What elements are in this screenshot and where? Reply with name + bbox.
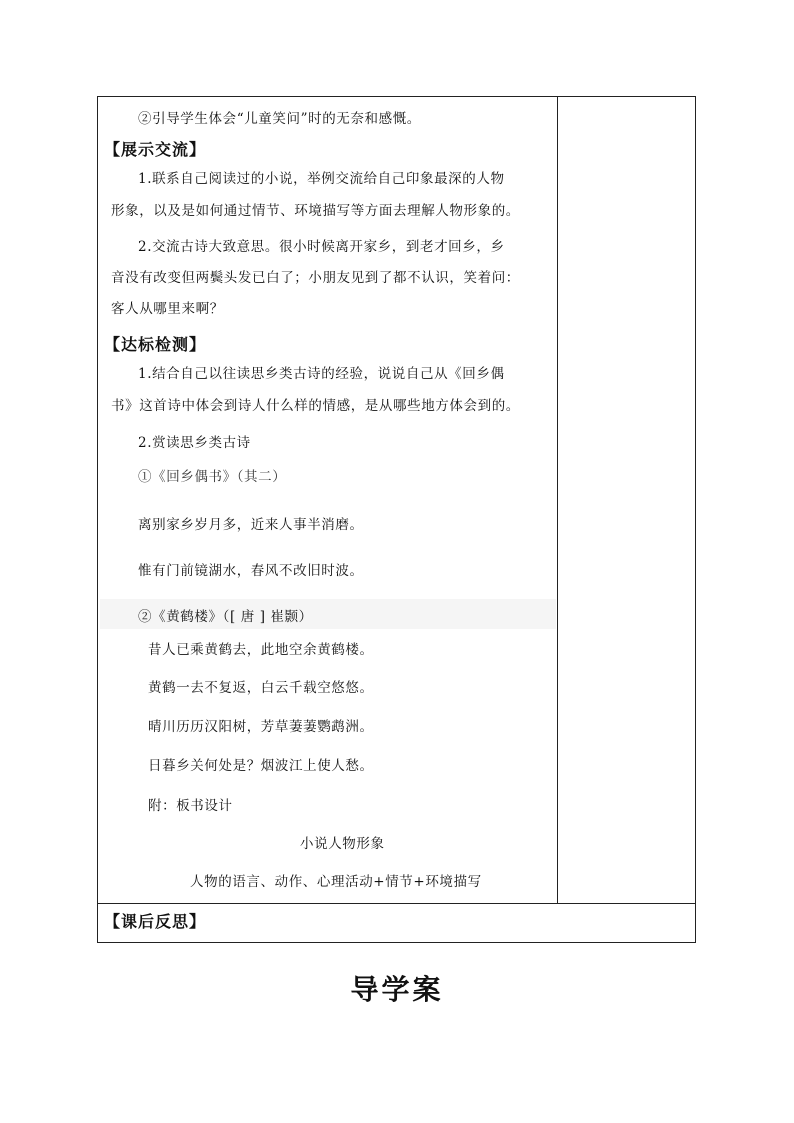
heading-target-test: 【达标检测】	[104, 335, 207, 354]
poem-2-line-3: 晴川历历汉阳树，芳草萋萋鹦鹉洲。	[148, 719, 374, 735]
show-item-1-line-2: 形象，以及是如何通过情节、环境描写等方面去理解人物形象的。	[111, 203, 520, 219]
heading-show-exchange: 【展示交流】	[104, 140, 207, 159]
guide-line: ②引导学生体会“儿童笑问”时的无奈和感慨。	[138, 111, 421, 127]
test-item-2: 2.赏读思乡类古诗	[138, 435, 251, 451]
test-item-1-line-1: 1.结合自己以往读思乡类古诗的经验，说说自己从《回乡偶	[138, 366, 505, 382]
poem-2-title: ②《黄鹤楼》（[ 唐 ] 崔颢）	[138, 609, 313, 625]
row-divider	[98, 903, 695, 904]
poem-2-line-1: 昔人已乘黄鹤去，此地空余黄鹤楼。	[148, 642, 374, 658]
poem-1-title: ①《回乡偶书》（其二）	[138, 469, 287, 485]
column-divider	[557, 97, 558, 904]
show-item-1-line-1: 1.联系自己阅读过的小说，举例交流给自己印象最深的人物	[138, 171, 505, 187]
board-content: 人物的语言、动作、心理活动+情节+环境描写	[190, 874, 482, 890]
page-title: 导学案	[350, 973, 444, 1006]
show-item-2-line-1: 2.交流古诗大致意思。很小时候离开家乡，到老才回乡，乡	[138, 239, 505, 255]
appendix-label: 附：板书设计	[148, 798, 233, 814]
poem-2-line-4: 日暮乡关何处是？烟波江上使人愁。	[148, 758, 374, 774]
test-item-1-line-2: 书》这首诗中体会到诗人什么样的情感，是从哪些地方体会到的。	[111, 398, 520, 414]
poem-1-line-1: 离别家乡岁月多，近来人事半消磨。	[138, 517, 364, 533]
show-item-2-line-3: 客人从哪里来啊？	[111, 301, 224, 317]
board-title: 小说人物形象	[300, 836, 385, 852]
show-item-2-line-2: 音没有改变但两鬓头发已白了；小朋友见到了都不认识，笑着问：	[111, 270, 520, 286]
poem-1-line-2: 惟有门前镜湖水，春风不改旧时波。	[138, 563, 364, 579]
poem-2-line-2: 黄鹤一去不复返，白云千载空悠悠。	[148, 680, 374, 696]
heading-reflection: 【课后反思】	[104, 912, 207, 931]
lesson-table	[97, 96, 696, 943]
